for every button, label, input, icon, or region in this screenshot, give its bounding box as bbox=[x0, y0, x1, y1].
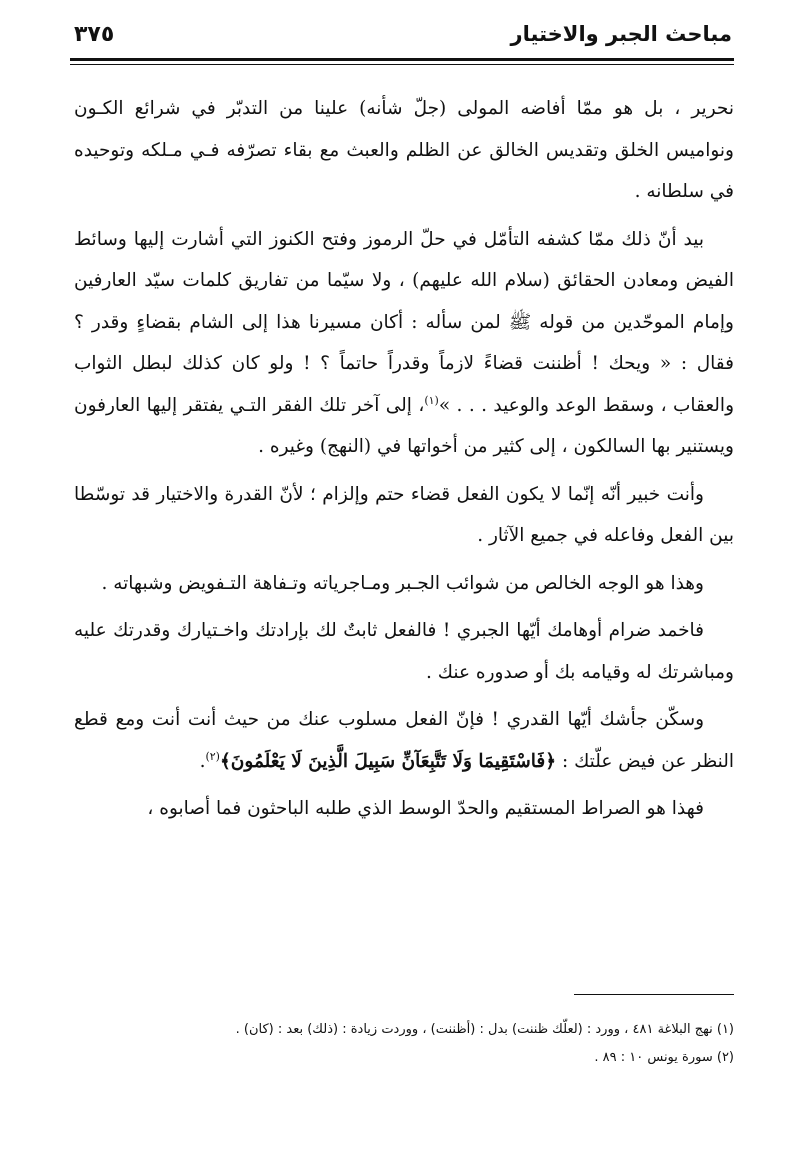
footnote-marker-1[interactable]: (١) bbox=[424, 393, 439, 407]
header-rule-thin bbox=[70, 64, 734, 65]
footnote-1: (١) نهج البلاغة ٤٨١ ، وورد : (لعلّك ظننت) بدل : (أظننت) ، ووردت زيادة : (ذلك) بعد : (كان) . bbox=[235, 1022, 734, 1037]
page-header bbox=[74, 22, 732, 56]
footnote-2: (٢) سورة يونس ١٠ : ٨٩ . bbox=[594, 1050, 734, 1065]
page-number: ٣٧٥ bbox=[74, 22, 115, 47]
paragraph-7: فهذا هو الصراط المستقيم والحدّ الوسط الذي طلبه الباحثون فما أصابوه ، bbox=[147, 798, 704, 819]
footnote-separator bbox=[574, 994, 734, 995]
paragraph-5: فاخمد ضرام أوهامك أيّها الجبري ! فالفعل ثابتٌ لك بإرادتك واخـتيارك وقدرتك عليه ومباشرتك له وقيامه بك أو صدوره عنك . bbox=[74, 620, 734, 683]
body-text bbox=[74, 88, 734, 836]
quran-verse: ﴿فَاسْتَقِيمَا وَلَا تَتَّبِعَآنِّ سَبِيلَ الَّذِينَ لَا يَعْلَمُونَ﴾ bbox=[219, 750, 557, 772]
footnotes bbox=[74, 1016, 734, 1072]
paragraph-1: نحرير ، بل هو ممّا أفاضه المولى (جلّ شأنه) علينا من التدبّر في شرائع الكـون ونواميس الخلق وتقديس الخالق عن الظلم والعبث مع بقاء تصرّفه فـي مـلكه وتوحيده في سلطانه . bbox=[74, 98, 734, 202]
running-title: مباحث الجبر والاختيار bbox=[510, 22, 732, 46]
paragraph-3: وأنت خبير أنّه إنّما لا يكون الفعل قضاء حتم وإلزام ؛ لأنّ القدرة والاختيار قد توسّطا بين الفعل وفاعله في جميع الآثار . bbox=[74, 483, 734, 546]
footnote-marker-2[interactable]: (٢) bbox=[205, 749, 220, 763]
paragraph-4: وهذا هو الوجه الخالص من شوائب الجـبر ومـاجرياته وتـفاهة التـفويض وشبهاته . bbox=[101, 572, 704, 594]
paragraph-6: وسكّن جأشك أيّها القدري ! فإنّ الفعل مسلوب عنك من حيث أنت أنت ومع قطع النظر عن فيض علّتك : ﴿فَاسْتَقِيمَا وَلَا تَتَّبِعَآنِّ سَبِيلَ الَّذِينَ لَا يَعْلَمُونَ﴾$^{(٢)}$. bbox=[74, 709, 734, 772]
paragraph-2: بيد أنّ ذلك ممّا كشفه التأمّل في حلّ الرموز وفتح الكنوز التي أشارت إليها وسائط الفيض ومعادن الحقائق (سلام الله عليهم) ، ولا سيّما من تفاريق كلمات سيّد العارفين وإمام الموحّدين من قوله ﷺ لمن سأله : أكان مسيرنا هذا إلى الشام بقضاءٍ وقدر ؟ فقال : « ويحك ! أظننت قضاءً لازماً وقدراً حاتماً ؟ ! ولو كان كذلك لبطل الثواب والعقاب ، وسقط الوعد والوعيد . . . »$^{(١)}$، إلى آخر تلك الفقر التـي يفتقر إليها العارفون ويستنير بها السالكون ، إلى كثير من أخواتها في (النهج) وغيره . bbox=[74, 228, 734, 457]
header-rule-thick bbox=[70, 58, 734, 61]
